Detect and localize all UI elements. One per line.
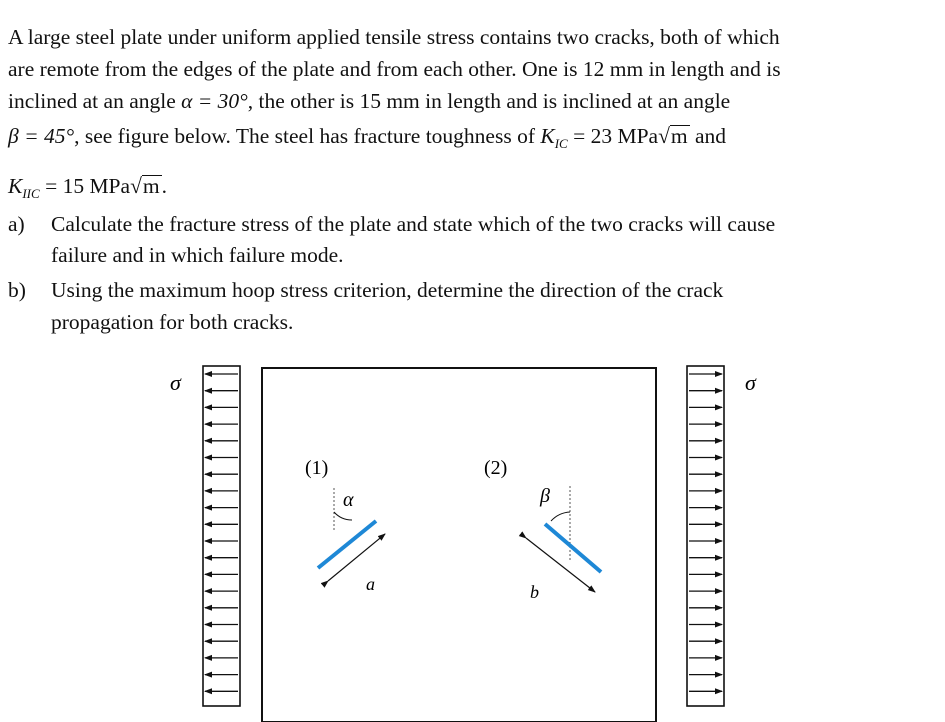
kiic-symbol: K <box>8 174 23 198</box>
crack-1-length-label: a <box>366 574 375 594</box>
kic-root: m <box>670 124 688 148</box>
kiic-end: . <box>161 174 167 198</box>
question-b-label: b) <box>8 278 26 302</box>
question-a-line-2: failure and in which failure mode. <box>51 243 344 267</box>
right-stress-arrows <box>689 374 722 691</box>
line2-text: are remote from the edges of the plate and from each other. One is 12 mm in length and is <box>8 57 781 81</box>
line3-text-b: , the other is 15 mm in length and is inclined at an angle <box>247 89 731 113</box>
kic-value: = 23 MPa <box>567 124 659 148</box>
left-stress-bar <box>203 366 240 706</box>
crack-2-beta-label: β <box>540 485 550 507</box>
crack-2-length-label: b <box>530 582 539 602</box>
question-b-line-2: propagation for both cracks. <box>51 310 294 334</box>
kic-symbol: K <box>540 124 555 148</box>
left-stress-arrows <box>205 374 238 691</box>
sqrt-sign: √ <box>658 124 670 148</box>
plate-outline <box>262 368 656 722</box>
crack-2-label: (2) <box>484 457 508 479</box>
right-stress-bar <box>687 366 724 706</box>
kiic-subscript: IIC <box>22 186 40 201</box>
question-b-line-1: Using the maximum hoop stress criterion, determine the direction of the crack <box>51 278 724 302</box>
crack-2-angle-arc <box>551 512 570 521</box>
line4-text: , see figure below. The steel has fracture toughness of <box>74 124 541 148</box>
crack-1-alpha-label: α <box>343 489 354 511</box>
crack-1 <box>318 521 376 568</box>
crack-1-length-arrow <box>328 534 385 581</box>
crack-1-angle-arc <box>334 512 352 520</box>
line4-and: and <box>689 124 727 148</box>
crack-2 <box>545 524 601 572</box>
sqrt-sign-2: √ <box>130 174 142 198</box>
crack-1-label: (1) <box>305 457 329 479</box>
question-a-label: a) <box>8 212 25 236</box>
line1-text: A large steel plate under uniform applied tensile stress contains two cracks, both of which <box>8 25 780 49</box>
sigma-right-label: σ <box>745 370 756 395</box>
kiic-value: = 15 MPa <box>39 174 131 198</box>
alpha-equation: α = 30° <box>181 89 248 113</box>
question-a-line-1: Calculate the fracture stress of the plate and state which of the two cracks will cause <box>51 212 776 236</box>
beta-equation: β = 45° <box>8 124 75 148</box>
sigma-left-label: σ <box>170 370 181 395</box>
line3-text-a: inclined at an angle <box>8 89 182 113</box>
kic-subscript: IC <box>554 136 568 151</box>
kiic-root: m <box>142 174 160 198</box>
